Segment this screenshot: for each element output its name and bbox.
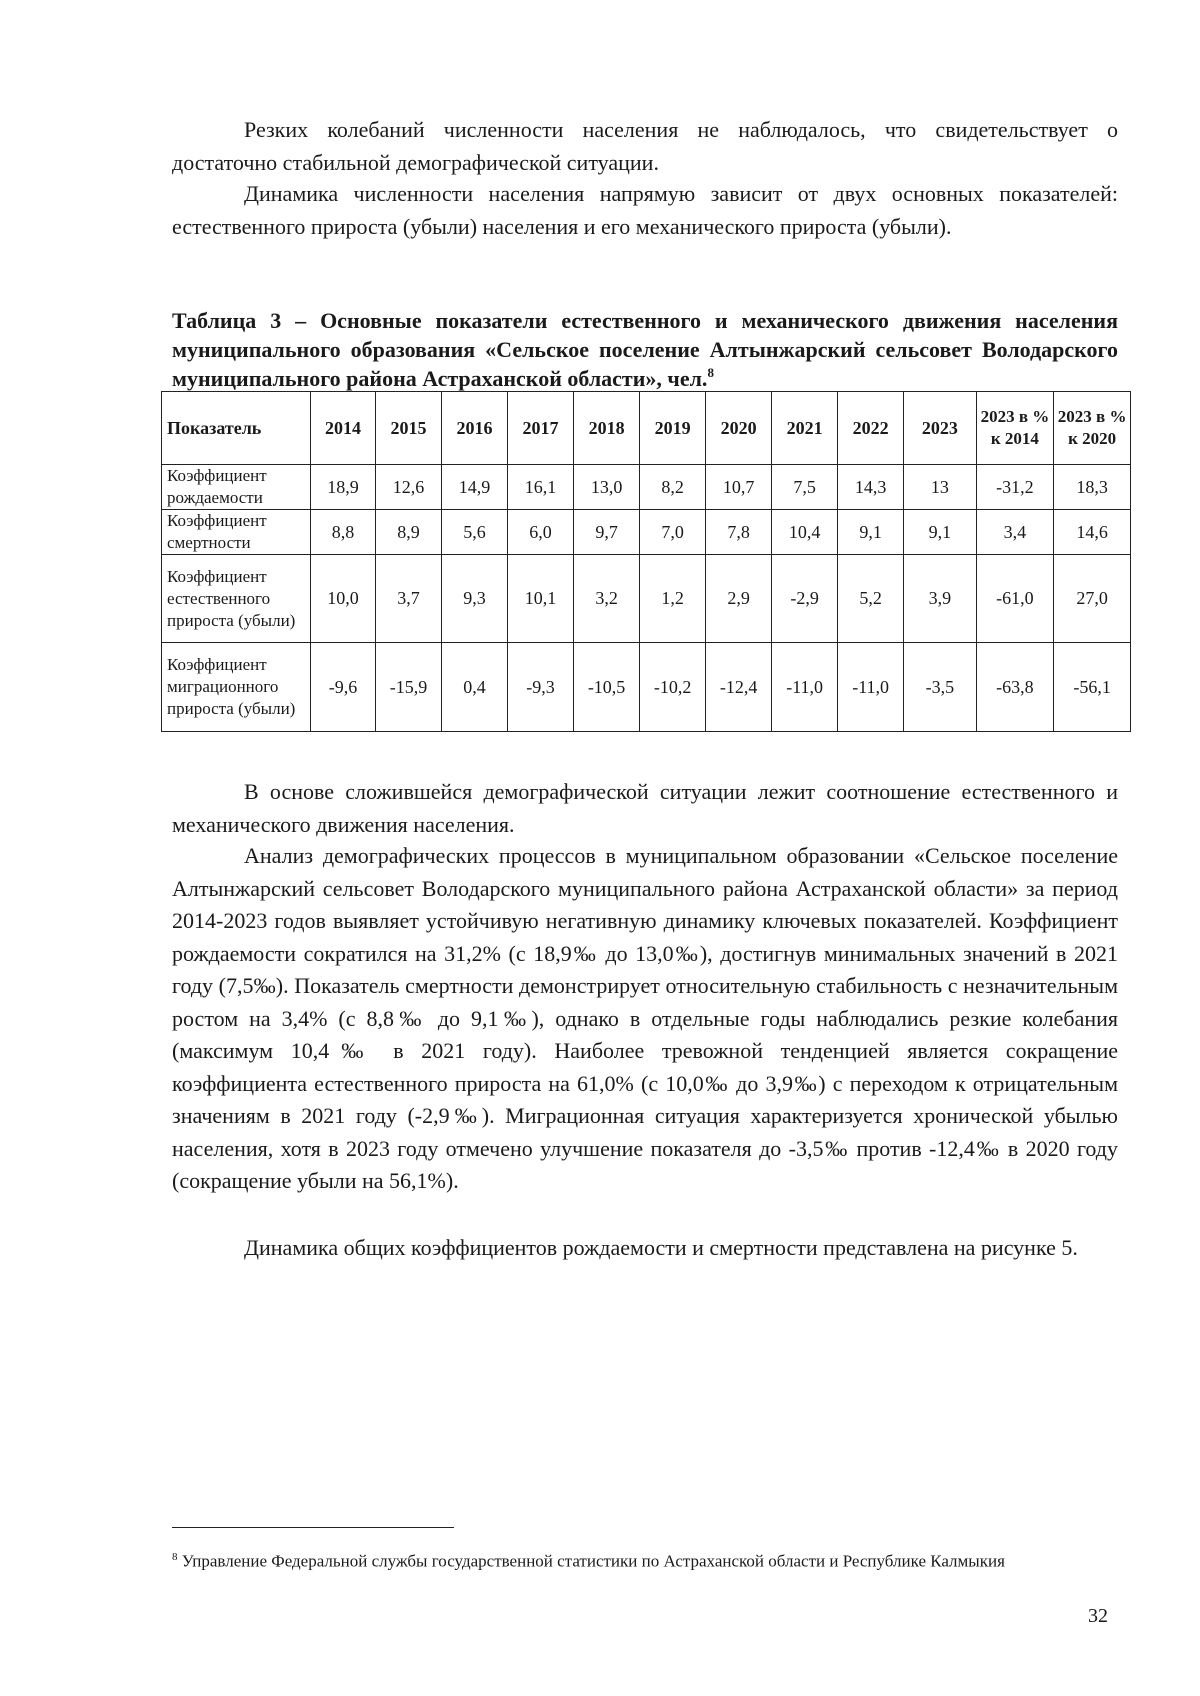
table-caption-text: Таблица 3 – Основные показатели естественного и механического движения населения муниципального образования «Сельское поселение Алтынжарский сельсовет Володарского муниципального района Астраханской области», чел. — [172, 308, 1118, 391]
header-cell: 2023 в % к 2020 — [1054, 392, 1131, 465]
table-cell: -9,3 — [508, 643, 574, 732]
footnote-text: Управление Федеральной службы государственной статистики по Астраханской области и Республике Калмыкия — [181, 1551, 1005, 1571]
table-cell: 5,2 — [838, 555, 904, 643]
table-cell: -9,6 — [311, 643, 376, 732]
table-cell: 10,7 — [706, 465, 772, 510]
table-cell: -61,0 — [976, 555, 1054, 643]
table-cell: 16,1 — [508, 465, 574, 510]
page-number: 32 — [1088, 1605, 1108, 1627]
table-cell: 18,3 — [1054, 465, 1131, 510]
table-cell: 14,3 — [838, 465, 904, 510]
header-cell: 2021 — [772, 392, 838, 465]
table-header-row — [162, 392, 1131, 465]
table-cell: 0,4 — [442, 643, 508, 732]
header-cell: 2015 — [376, 392, 442, 465]
table-cell: 3,9 — [904, 555, 976, 643]
table-cell: -3,5 — [904, 643, 976, 732]
paragraph-analysis: Анализ демографических процессов в муниципальном образовании «Сельское поселение Алтынжарский сельсовет Володарского муниципального района Астраханской области» за период 2014-2023 годов выявляет устойчивую негативную динамику ключевых показателей. Коэффициент рождаемости сократился на 31,2% (с 18,9‰ до 13,0‰), достигнув минимальных значений в 2021 году (7,5‰). Показатель смертности демонстрирует относительную стабильность с незначительным ростом на 3,4% (с 8,8‰ до 9,1‰), однако в отдельные годы наблюдались резкие колебания (максимум 10,4‰ в 2021 году). Наиболее тревожной тенденцией является сокращение коэффициента естественного прироста на 61,0% (с 10,0‰ до 3,9‰) с переходом к отрицательным значениям в 2021 году (-2,9‰). Миграционная ситуация характеризуется хронической убылью населения, хотя в 2023 году отмечено улучшение показателя до -3,5‰ против -12,4‰ в 2020 году (сокращение убыли на 56,1%). — [172, 843, 1118, 1193]
header-cell: 2022 — [838, 392, 904, 465]
table-cell: 14,6 — [1054, 510, 1131, 555]
header-cell: 2018 — [574, 392, 640, 465]
row-label: Коэффициент смертности — [162, 510, 311, 555]
table-cell: 8,9 — [376, 510, 442, 555]
table-cell: 18,9 — [311, 465, 376, 510]
table-cell: 10,0 — [311, 555, 376, 643]
table-cell: 6,0 — [508, 510, 574, 555]
table-cell: 7,8 — [706, 510, 772, 555]
table-cell: 13 — [904, 465, 976, 510]
header-cell: 2019 — [640, 392, 706, 465]
row-label: Коэффициент рождаемости — [162, 465, 311, 510]
table-cell: -11,0 — [838, 643, 904, 732]
table-cell: 7,0 — [640, 510, 706, 555]
header-cell: 2020 — [706, 392, 772, 465]
table-cell: 10,1 — [508, 555, 574, 643]
table-caption — [172, 306, 1118, 393]
paragraph-natural-movement: В основе сложившейся демографической ситуации лежит соотношение естественного и механического движения населения. — [172, 779, 1118, 837]
footnote-marker: 8 — [172, 1551, 178, 1563]
footnote-separator — [172, 1527, 454, 1528]
demographic-indicators-table — [161, 391, 1131, 732]
header-cell: 2017 — [508, 392, 574, 465]
table-cell: 13,0 — [574, 465, 640, 510]
table-cell: -2,9 — [772, 555, 838, 643]
table-cell: -10,5 — [574, 643, 640, 732]
table-cell: -63,8 — [976, 643, 1054, 732]
row-label: Коэффициент миграционного прироста (убыли) — [162, 643, 311, 732]
table-cell: 1,2 — [640, 555, 706, 643]
table-cell: 8,2 — [640, 465, 706, 510]
table-cell: 10,4 — [772, 510, 838, 555]
table-cell: 27,0 — [1054, 555, 1131, 643]
table-cell: 9,3 — [442, 555, 508, 643]
table-cell: 2,9 — [706, 555, 772, 643]
table-row — [162, 465, 1131, 510]
table-cell: 9,1 — [904, 510, 976, 555]
header-indicator: Показатель — [162, 392, 311, 465]
table-cell: -15,9 — [376, 643, 442, 732]
table-cell: 5,6 — [442, 510, 508, 555]
table-cell: -31,2 — [976, 465, 1054, 510]
table-cell: 3,2 — [574, 555, 640, 643]
paragraph-population-dynamics: Динамика численности населения напрямую зависит от двух основных показателей: естественного прироста (убыли) населения и его механического прироста (убыли). — [172, 181, 1118, 239]
header-cell: 2023 в % к 2014 — [976, 392, 1054, 465]
table-row — [162, 643, 1131, 732]
table-cell: -56,1 — [1054, 643, 1131, 732]
header-cell: 2023 — [904, 392, 976, 465]
table-row — [162, 510, 1131, 555]
table-cell: -11,0 — [772, 643, 838, 732]
table-cell: 7,5 — [772, 465, 838, 510]
footnote-reference: 8 — [707, 364, 714, 380]
footnote — [172, 1545, 1118, 1574]
table-cell: 8,8 — [311, 510, 376, 555]
table-cell: 14,9 — [442, 465, 508, 510]
table-cell: -10,2 — [640, 643, 706, 732]
table-cell: 12,6 — [376, 465, 442, 510]
paragraph-population-stability: Резких колебаний численности населения не наблюдалось, что свидетельствует о достаточно стабильной демографической ситуации. — [172, 117, 1118, 175]
row-label: Коэффициент естественного прироста (убыли) — [162, 555, 311, 643]
header-cell: 2016 — [442, 392, 508, 465]
header-cell: 2014 — [311, 392, 376, 465]
table-cell: 9,1 — [838, 510, 904, 555]
table-cell: 3,7 — [376, 555, 442, 643]
table-cell: -12,4 — [706, 643, 772, 732]
table-row — [162, 555, 1131, 643]
paragraph-figure-reference: Динамика общих коэффициентов рождаемости и смертности представлена на рисунке 5. — [244, 1235, 1078, 1260]
table-cell: 3,4 — [976, 510, 1054, 555]
table-cell: 9,7 — [574, 510, 640, 555]
